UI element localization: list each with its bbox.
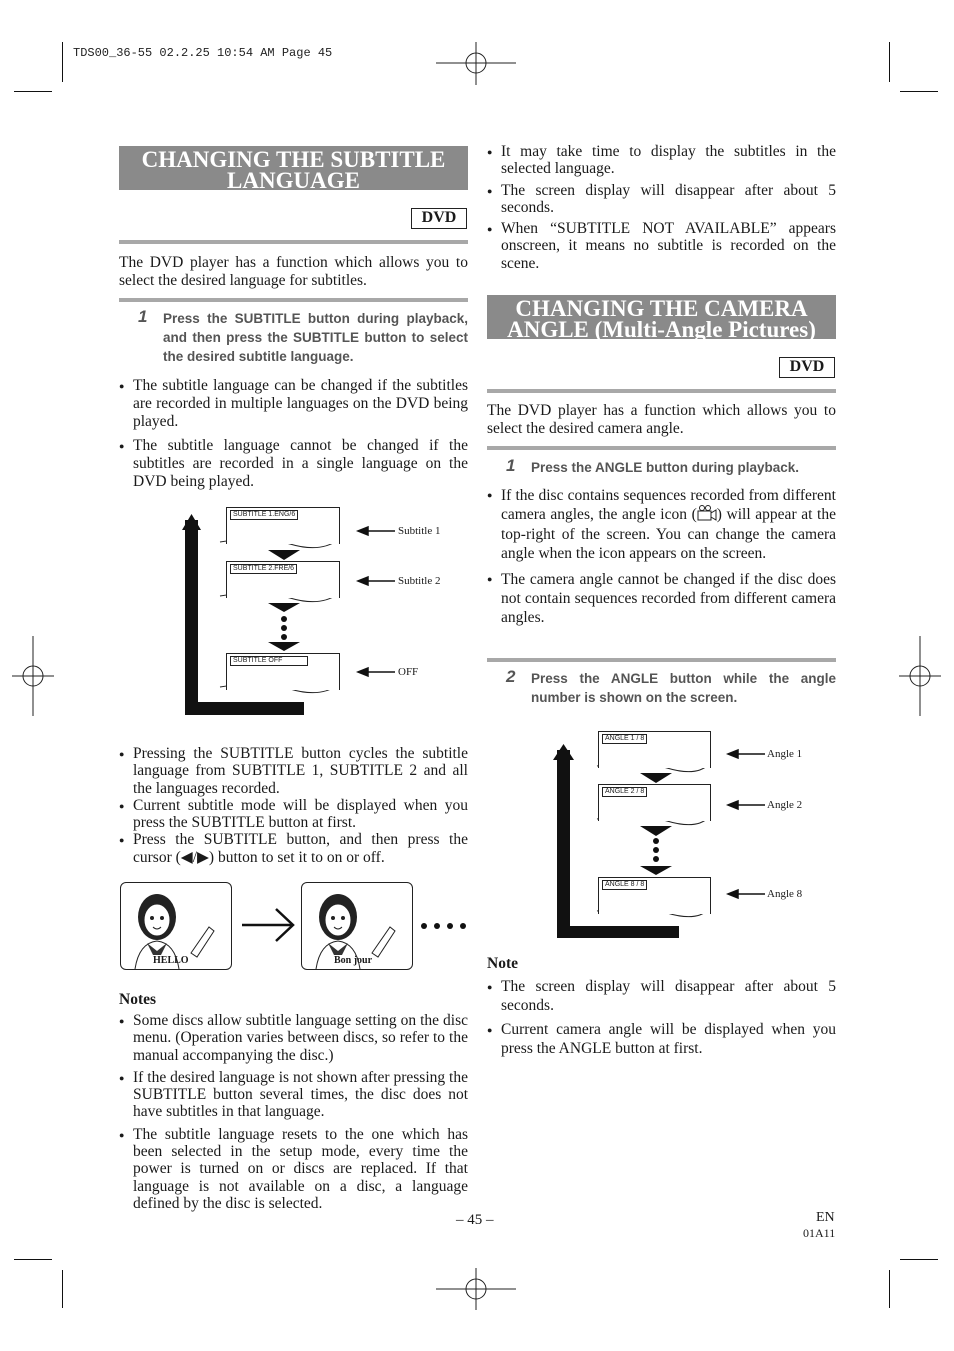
step-rule	[487, 446, 836, 450]
step-number: 2	[506, 667, 516, 686]
list-item: ● The subtitle language can be changed if the subtitles are recorded in multiple languages on the DVD being played.	[119, 377, 468, 431]
angle-screen-1	[598, 731, 711, 768]
callout-label: Angle 2	[767, 799, 803, 811]
camera-angle-section-title	[487, 295, 836, 342]
language-code: EN	[816, 1210, 835, 1225]
subtitle-intro: The DVD player has a function which allows you to select the desired language for subtitles.	[119, 254, 468, 289]
list-item: ● Current subtitle mode will be displayed when you press the SUBTITLE button at first.	[119, 797, 468, 832]
model-code: 01A11	[803, 1226, 836, 1240]
angle-intro: The DVD player has a function which allows you to select the desired camera angle.	[487, 402, 836, 437]
dvd-badge: DVD	[411, 208, 467, 229]
list-item: ● Current camera angle will be displayed when you press the ANGLE button at first.	[487, 1021, 836, 1058]
list-item: ● The screen display will disappear after about 5 seconds.	[487, 182, 836, 217]
subtitle-notes	[119, 1012, 468, 1212]
list-item: ● Press the SUBTITLE button, and then press the cursor (◀/▶) button to set it to on or off.	[119, 831, 468, 866]
callout-label: OFF	[398, 666, 419, 678]
step-instruction: Press the SUBTITLE button during playback, and then press the SUBTITLE button to select the desired subtitle language.	[163, 311, 468, 364]
dvd-badge: DVD	[779, 357, 835, 378]
list-item: ● The subtitle language cannot be changed if the subtitles are recorded in a single language on the DVD being played.	[119, 437, 468, 491]
subtitle-section-title	[119, 146, 468, 193]
callout-label: Angle 8	[767, 888, 803, 900]
screen-label: ANGLE 8 / 8	[602, 880, 647, 890]
subtitle-title-line1: CHANGING THE SUBTITLE	[141, 147, 446, 172]
callout-label: Subtitle 2	[398, 575, 441, 587]
screen-label: SUBTITLE OFF	[230, 656, 308, 666]
screen-label: SUBTITLE 1.ENG/6	[230, 510, 298, 520]
subtitle-screen-1	[226, 507, 340, 544]
bullet-text: ) will appear at the top-right of the screen. You can change the camera angle when the icon appears on the screen.	[501, 506, 836, 563]
callout-label: Angle 1	[767, 748, 803, 760]
step-number: 1	[138, 307, 148, 326]
print-slug: TDS00_36-55 02.2.25 10:54 AM Page 45	[73, 46, 333, 60]
step-rule	[119, 298, 468, 302]
list-item: ● The camera angle cannot be changed if the disc does not contain sequences recorded from different camera angles.	[487, 570, 836, 628]
ellipsis-dots-icon	[418, 920, 470, 932]
list-item: ● If the desired language is not shown after pressing the SUBTITLE button several times, the disc does not have subtitles in that language.	[119, 1069, 468, 1121]
caption-bonjour: Bon jour	[334, 955, 373, 966]
list-item: ● The subtitle language resets to the one which has been selected in the setup mode, every time the power is turned on or discs are replaced. If that language is not available on a disc, a language defined by the disc is selected.	[119, 1126, 468, 1212]
callout-label: Subtitle 1	[398, 525, 441, 537]
screen-label: ANGLE 2 / 8	[602, 787, 647, 797]
step-instruction: Press the ANGLE button while the angle number is shown on the screen.	[531, 671, 836, 705]
subtitle-title-line2: LANGUAGE	[227, 168, 360, 193]
step-rule	[487, 658, 836, 662]
angle-notes	[487, 978, 836, 1058]
notes-heading: Notes	[119, 991, 157, 1008]
bullet-text: If the disc contains sequences recorded from different camera angles, the angle icon (	[501, 487, 836, 524]
arrow-right-icon	[240, 905, 296, 945]
section-rule	[119, 240, 468, 244]
list-item	[487, 486, 836, 564]
subtitle-bullets-b	[119, 745, 468, 866]
angle-screen-8	[598, 877, 711, 914]
step-number: 1	[506, 456, 516, 475]
screen-label: ANGLE 1 / 8	[602, 734, 647, 744]
screen-label: SUBTITLE 2.FRE/6	[230, 564, 297, 574]
subtitle-bullets-continued	[487, 143, 836, 272]
section-rule	[487, 389, 836, 393]
camera-angle-icon	[697, 505, 717, 521]
angle-bullets	[487, 486, 836, 628]
step-instruction: Press the ANGLE button during playback.	[531, 460, 800, 475]
list-item: ● Some discs allow subtitle language setting on the disc menu. (Operation varies between discs, so refer to the manual accompanying the disc.)	[119, 1012, 468, 1064]
subtitle-screen-off	[226, 653, 340, 690]
page-number: – 45 –	[456, 1212, 494, 1228]
caption-hello: HELLO	[153, 955, 189, 966]
subtitle-bullets-a	[119, 377, 468, 491]
note-heading: Note	[487, 955, 518, 972]
list-item: ● When “SUBTITLE NOT AVAILABLE” appears onscreen, it means no subtitle is recorded on the scene.	[487, 220, 836, 272]
angle-title-line1: CHANGING THE CAMERA	[515, 296, 808, 321]
list-item: ● It may take time to display the subtitles in the selected language.	[487, 143, 836, 178]
angle-screen-2	[598, 784, 711, 821]
list-item: ● The screen display will disappear after about 5 seconds.	[487, 978, 836, 1015]
angle-title-line2: ANGLE (Multi-Angle Pictures)	[507, 317, 816, 342]
illustration-hello	[120, 882, 232, 970]
subtitle-screen-2	[226, 561, 340, 598]
illustration-bonjour	[301, 882, 413, 970]
list-item: ● Pressing the SUBTITLE button cycles the subtitle language from SUBTITLE 1, SUBTITLE 2 and all the languages recorded.	[119, 745, 468, 797]
